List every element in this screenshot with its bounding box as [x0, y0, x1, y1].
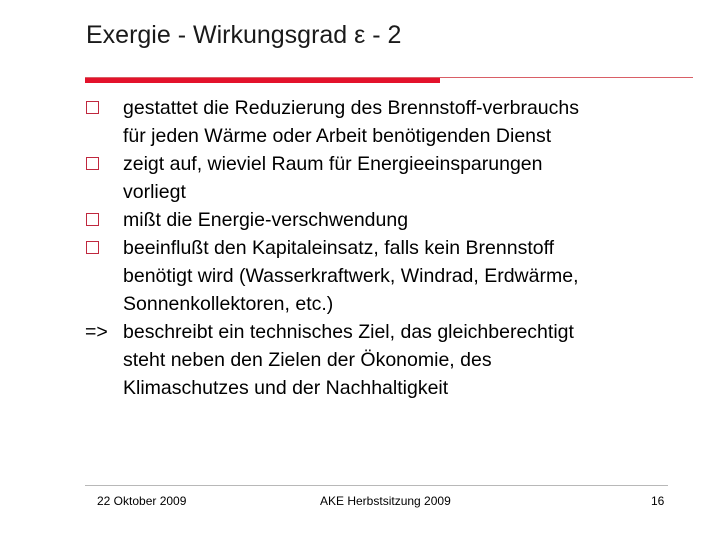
- slide-title: Exergie - Wirkungsgrad ε - 2: [86, 21, 402, 49]
- checkbox-icon: [86, 213, 99, 226]
- list-item-line: mißt die Energie-verschwendung: [123, 209, 409, 231]
- footer-date: 22 Oktober 2009: [97, 494, 187, 508]
- footer-event: AKE Herbstsitzung 2009: [320, 494, 451, 508]
- list-item-line: zeigt auf, wieviel Raum für Energieeinsparungen: [123, 153, 543, 175]
- list-item-line: gestattet die Reduzierung des Brennstoff-verbrauchs: [123, 97, 579, 119]
- list-item-line: beeinflußt den Kapitaleinsatz, falls kein Brennstoff: [123, 237, 555, 259]
- conclusion-line: beschreibt ein technisches Ziel, das gleichberechtigt: [123, 321, 574, 343]
- conclusion-item: [85, 318, 695, 402]
- list-item: [85, 206, 695, 234]
- list-item: [85, 234, 695, 318]
- list-item-line: vorliegt: [123, 181, 186, 203]
- footer-divider: [85, 485, 668, 486]
- list-item-line: benötigt wird (Wasserkraftwerk, Windrad, Erdwärme,: [123, 265, 579, 287]
- checkbox-icon: [86, 241, 99, 254]
- list-item: [85, 150, 695, 206]
- list-item-line: für jeden Wärme oder Arbeit benötigenden Dienst: [123, 125, 552, 147]
- arrow-marker: =>: [85, 321, 108, 343]
- slide-body: [85, 94, 695, 402]
- conclusion-line: Klimaschutzes und der Nachhaltigkeit: [123, 377, 449, 399]
- checkbox-icon: [86, 157, 99, 170]
- page-number: 16: [651, 494, 665, 508]
- list-item: [85, 94, 695, 150]
- title-divider-accent: [85, 78, 440, 83]
- checkbox-icon: [86, 101, 99, 114]
- conclusion-line: steht neben den Zielen der Ökonomie, des: [123, 349, 492, 371]
- list-item-line: Sonnenkollektoren, etc.): [123, 293, 334, 315]
